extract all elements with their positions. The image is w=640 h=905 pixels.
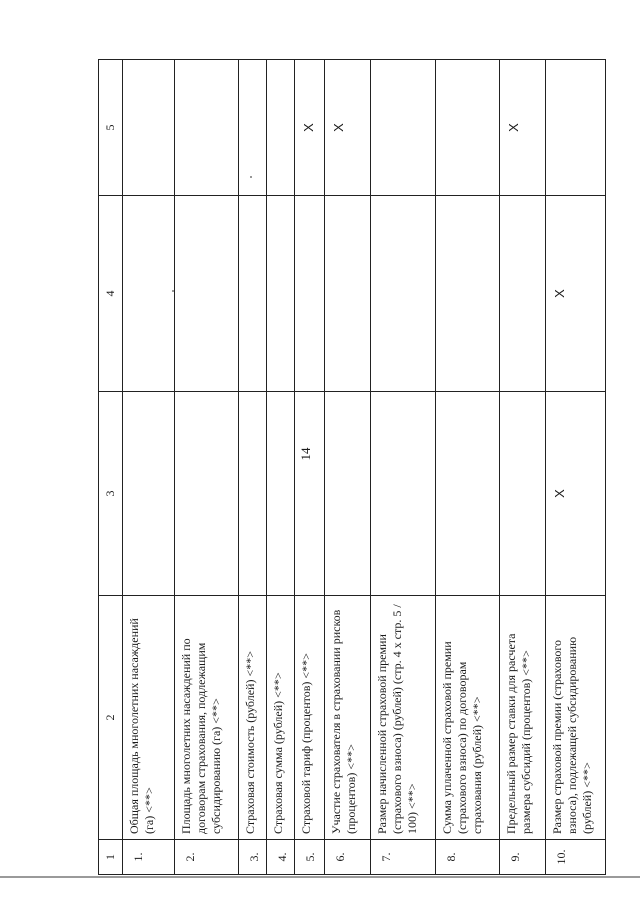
row-col3-value (295, 392, 325, 596)
row-indicator-name: Страховая стоимость (рублей) <**> (239, 596, 267, 840)
row-col4-value (500, 196, 546, 392)
header-cell-2: 2 (99, 596, 123, 840)
row-col5-value: Х (325, 60, 371, 196)
row-col3-value (371, 392, 436, 596)
table-row (123, 60, 175, 875)
row-col3-value (325, 392, 371, 596)
row-number: 10. (546, 840, 606, 875)
row-col5-value: Х (500, 60, 546, 196)
row-col3-value (267, 392, 295, 596)
scan-speck (250, 176, 252, 178)
row-col5-value (436, 60, 500, 196)
row-indicator-name: Размер начисленной страховой премии (страхового взноса) (рублей) (стр. 4 x стр. 5 / 100) <**> (371, 596, 436, 840)
row-col5-value (267, 60, 295, 196)
row-col3-value: Х (546, 392, 606, 596)
row-indicator-name: Площадь многолетних насаждений по договорам страхования, подлежащим субсидированию (га) <**> (175, 596, 239, 840)
row-indicator-name: Общая площадь многолетних насаждений (га) <**> (123, 596, 175, 840)
row-col4-value (436, 196, 500, 392)
row-col3-value (239, 392, 267, 596)
header-cell-5: 5 (99, 60, 123, 196)
row-col3-value (500, 392, 546, 596)
row-indicator-name: Размер страховой премии (страхового взноса), подлежащей субсидированию (рублей) <**> (546, 596, 606, 840)
table-row (500, 60, 546, 875)
row-col5-value (175, 60, 239, 196)
row-col3-value (436, 392, 500, 596)
row-number: 7. (371, 840, 436, 875)
row-number: 9. (500, 840, 546, 875)
row-col4-value (371, 196, 436, 392)
rotated-table-container (18, 0, 640, 891)
row-number: 8. (436, 840, 500, 875)
scan-edge-line (0, 876, 640, 878)
row-col4-value (267, 196, 295, 392)
row-col5-value (123, 60, 175, 196)
header-cell-3: 3 (99, 392, 123, 596)
subsidy-form-table (98, 59, 606, 875)
row-indicator-name: Предельный размер ставки для расчета размера субсидий (процентов) <**> (500, 596, 546, 840)
row-col4-value (123, 196, 175, 392)
row-number: 2. (175, 840, 239, 875)
row-col5-value (371, 60, 436, 196)
row-number: 6. (325, 840, 371, 875)
row-indicator-name: Страховой тариф (процентов) <**> (295, 596, 325, 840)
header-cell-4: 4 (99, 196, 123, 392)
row-col4-value (175, 196, 239, 392)
table-row (267, 60, 295, 875)
row-col5-value: Х (295, 60, 325, 196)
page-number: 14 (298, 447, 313, 461)
row-indicator-name: Сумма уплаченной страховой премии (страхового взноса) по договорам страхования (рублей) <**> (436, 596, 500, 840)
row-col4-value: Х (546, 196, 606, 392)
row-indicator-name: Страховая сумма (рублей) <**> (267, 596, 295, 840)
row-col3-value (175, 392, 239, 596)
row-col5-value (239, 60, 267, 196)
row-col4-value (239, 196, 267, 392)
row-number: 5. (295, 840, 325, 875)
table-row (295, 60, 325, 875)
header-cell-1: 1 (99, 840, 123, 875)
row-number: 4. (267, 840, 295, 875)
header-row (99, 60, 123, 875)
row-col4-value (325, 196, 371, 392)
row-col4-value (295, 196, 325, 392)
row-col5-value (546, 60, 606, 196)
table-row (436, 60, 500, 875)
scan-speck (172, 290, 174, 292)
table-row (325, 60, 371, 875)
table-row (371, 60, 436, 875)
row-col3-value (123, 392, 175, 596)
row-number: 1. (123, 840, 175, 875)
table-row (175, 60, 239, 875)
table-row (239, 60, 267, 875)
table-row (546, 60, 606, 875)
row-indicator-name: Участие страхователя в страховании рисков (процентов) <**> (325, 596, 371, 840)
row-number: 3. (239, 840, 267, 875)
